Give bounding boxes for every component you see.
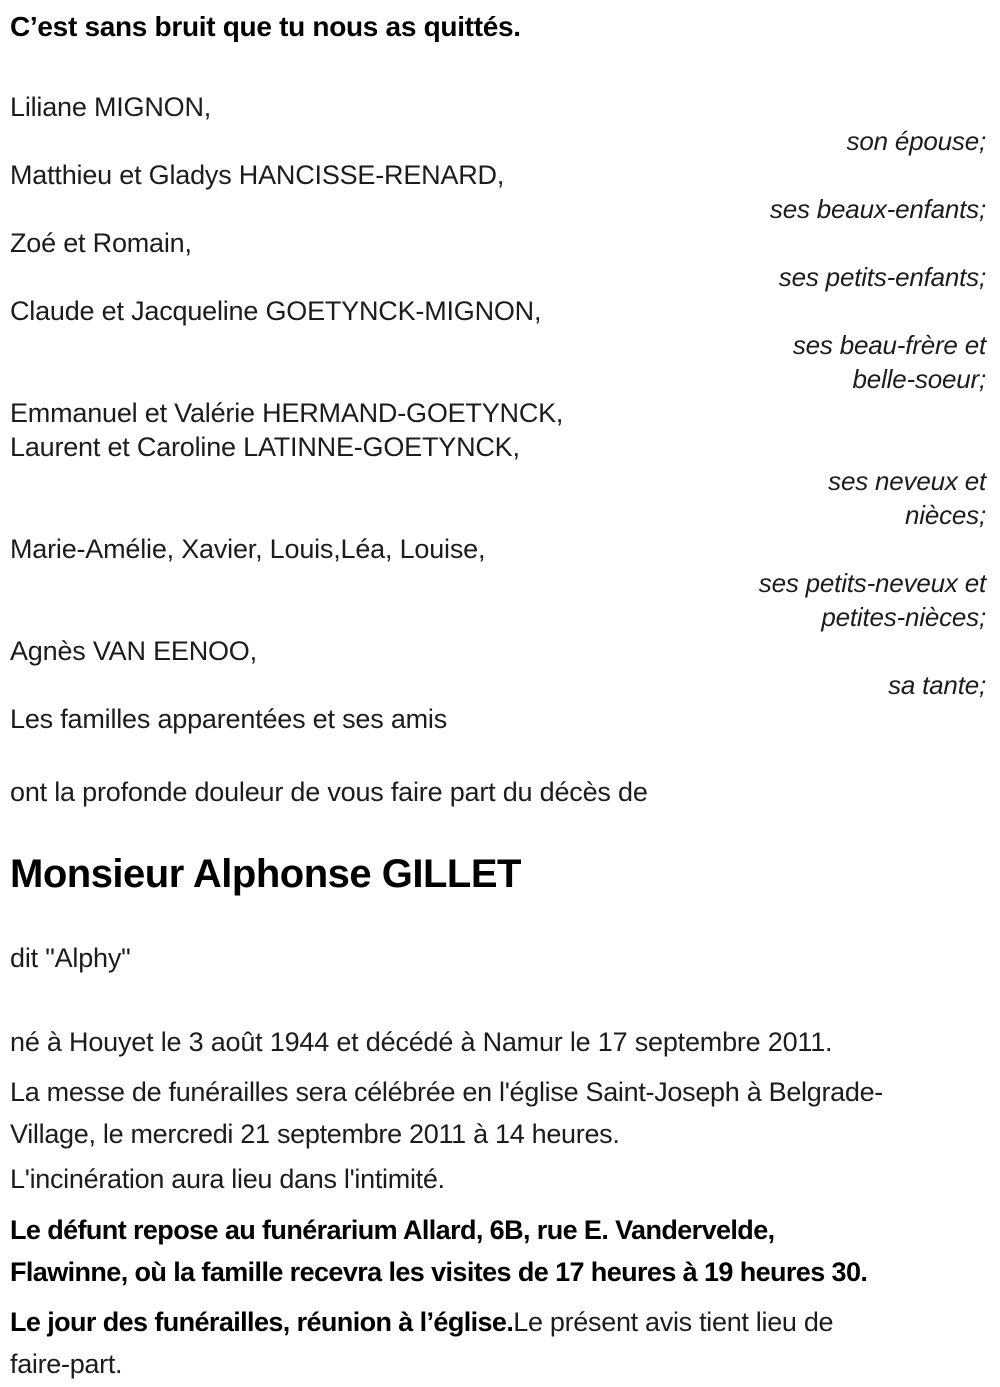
deceased-name: Monsieur Alphonse GILLET: [10, 852, 521, 896]
mourner-entry: [10, 158, 986, 226]
birth-death-dates: né à Houyet le 3 août 1944 et décédé à Namur le 17 septembre 2011.: [10, 1027, 833, 1057]
mourner-names: Liliane MIGNON,: [10, 92, 212, 122]
mourner-entry: [10, 532, 986, 634]
final-notice: [10, 1301, 986, 1385]
repose-notice: [10, 1209, 986, 1293]
mourner-relation: petites-nièces;: [821, 602, 986, 632]
mourner-relation: nièces;: [905, 500, 986, 530]
epitaph-quote: C’est sans bruit que tu nous as quittés.: [10, 11, 521, 42]
funeral-mass-line: La messe de funérailles sera célébrée en l'église Saint-Joseph à Belgrade-: [10, 1077, 883, 1107]
mourner-names: Agnès VAN EENOO,: [10, 636, 257, 666]
mourner-names: Emmanuel et Valérie HERMAND-GOETYNCK,: [10, 398, 564, 428]
mourner-relation: ses petits-neveux et: [758, 568, 986, 598]
mourner-entry: [10, 702, 986, 736]
mourner-relation: belle-soeur;: [852, 364, 986, 394]
mourners-list: [10, 90, 986, 736]
final-notice-bold: Le jour des funérailles, réunion à l’église.: [10, 1307, 514, 1337]
mourner-relation: ses neveux et: [828, 466, 986, 496]
mourner-relation: ses beau-frère et: [792, 330, 986, 360]
repose-line: Flawinne, où la famille recevra les visites de 17 heures à 19 heures 30.: [10, 1257, 868, 1287]
final-notice-regular: Le présent avis tient lieu de: [513, 1307, 834, 1337]
mourner-entry: [10, 90, 986, 158]
mourner-names: Zoé et Romain,: [10, 228, 192, 258]
mourner-names: Les familles apparentées et ses amis: [10, 704, 448, 734]
mourner-relation: ses beaux-enfants;: [769, 194, 986, 224]
mourner-names: Matthieu et Gladys HANCISSE-RENARD,: [10, 160, 505, 190]
mourner-entry: [10, 396, 986, 532]
mourner-relation: sa tante;: [888, 670, 986, 700]
deceased-nickname: dit "Alphy": [10, 943, 131, 973]
mourner-relation: son épouse;: [846, 126, 986, 156]
mourner-names: Claude et Jacqueline GOETYNCK-MIGNON,: [10, 296, 542, 326]
funeral-mass-line: Village, le mercredi 21 septembre 2011 à 14 heures.: [10, 1119, 620, 1149]
funeral-mass-notice: [10, 1071, 986, 1155]
mourner-relation: ses petits-enfants;: [778, 262, 986, 292]
mourner-entry: [10, 226, 986, 294]
mourner-entry: [10, 634, 986, 702]
announcement-text: ont la profonde douleur de vous faire part du décès de: [10, 777, 648, 807]
mourner-entry: [10, 294, 986, 396]
mourner-names: Marie-Amélie, Xavier, Louis,Léa, Louise,: [10, 534, 486, 564]
final-notice-line1: [10, 1301, 986, 1343]
cremation-notice: L'incinération aura lieu dans l'intimité.: [10, 1164, 445, 1194]
final-notice-line2: faire-part.: [10, 1349, 123, 1379]
repose-line: Le défunt repose au funérarium Allard, 6B, rue E. Vandervelde,: [10, 1215, 775, 1245]
mourner-names: Laurent et Caroline LATINNE-GOETYNCK,: [10, 432, 520, 462]
